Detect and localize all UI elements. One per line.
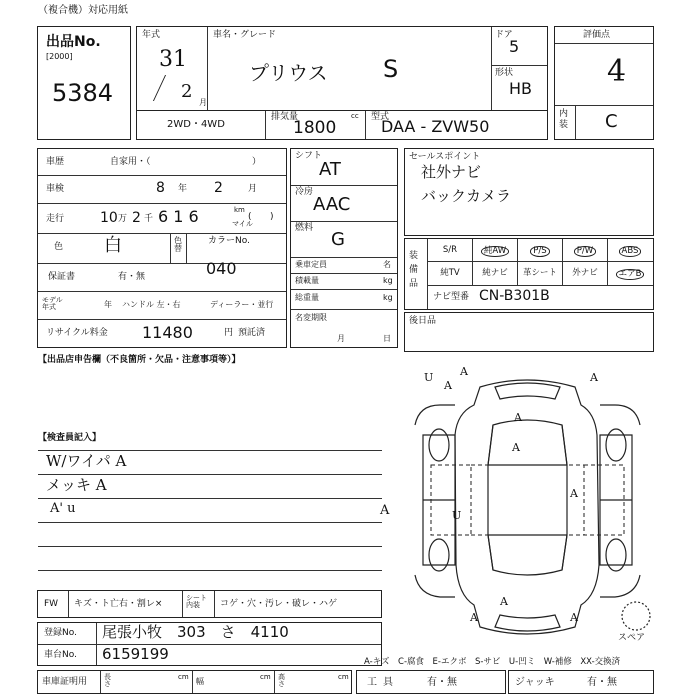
fuel-value: G (331, 229, 345, 250)
equip-tv: 純TV (440, 268, 460, 278)
mileage-sen-unit: 千 (144, 214, 154, 224)
shape-value: HB (509, 79, 533, 98)
model-grade: S (383, 55, 399, 83)
diagram-mark-8: U (452, 509, 462, 522)
inspection-label: 車検 (46, 184, 65, 194)
equip-ext-navi: 外ナビ (572, 268, 598, 278)
navi-value: CN-B301B (479, 288, 550, 304)
mileage-label: 走行 (46, 214, 65, 224)
inspection-year: 8 (156, 180, 165, 196)
handle-label: ハンドル 左・右 (122, 300, 181, 309)
shape-label: 形状 (495, 68, 514, 78)
fw-label: FW (44, 599, 59, 609)
chassis-label: 車台No. (44, 650, 77, 660)
sheet-text: コゲ・穴・汚レ・破レ・ハゲ (220, 599, 338, 609)
fw-row (37, 590, 382, 618)
drive-label: 2WD・4WD (167, 119, 225, 130)
equip-sr: S/R (442, 245, 458, 255)
later-label: 後日品 (409, 316, 437, 326)
interior-label: 内装 (559, 109, 569, 130)
lot-label: 出品No. (46, 34, 101, 50)
equip-aw: 純AW (481, 246, 509, 257)
shift-label: シフト (295, 151, 323, 161)
spec-row (136, 110, 548, 140)
equip-pw: P/W (574, 246, 596, 257)
displacement-value: 1800 (293, 118, 337, 138)
color-label: 色 (54, 242, 64, 252)
tools-box (356, 670, 506, 694)
model-code-value: DAA - ZVW50 (381, 117, 490, 136)
grade-label: 評価点 (583, 30, 611, 40)
name-change-month: 月 (337, 334, 345, 343)
diagram-mark-6: A (570, 487, 578, 500)
tools-label: 工具 (367, 677, 399, 688)
details-table (37, 148, 287, 348)
sheet-label: シート内装 (186, 594, 207, 609)
form-type-label: （複合機）対応用紙 (38, 5, 128, 16)
recycle-label: リサイクル料金 (46, 328, 108, 338)
displacement-label: 排気量 (271, 112, 299, 122)
jack-box (508, 670, 654, 694)
sales-points-label: セールスポイント (409, 152, 481, 162)
name-change-day: 日 (383, 334, 391, 343)
jack-value: 有・無 (587, 677, 617, 688)
year-value: 31 (159, 47, 187, 72)
year-model-box (136, 26, 548, 112)
mileage-paren-close: ) (270, 212, 274, 222)
chassis-value: 6159199 (102, 645, 169, 663)
recycle-value: 11480 (142, 323, 193, 342)
registration-box (37, 622, 382, 666)
year-month: 2 (181, 81, 193, 102)
inspector-note-1: W/ワイパ A (46, 452, 127, 470)
garage-cert-box (37, 670, 352, 694)
doors-value: 5 (509, 37, 520, 56)
diagram-mark-3: A (590, 371, 598, 384)
inspector-note-3: A' u (50, 501, 76, 516)
equip-ps: P/S (530, 246, 549, 257)
inspector-note-2: メッキ A (46, 476, 107, 494)
model-label: 車名・グレード (213, 30, 277, 40)
load-unit: kg (383, 276, 393, 285)
diagram-mark-12: A (444, 379, 452, 392)
name-change-label: 名変期限 (295, 313, 327, 322)
equip-navi: 純ナビ (482, 268, 508, 278)
registration-value: 尾張小牧 303 さ 4110 (102, 623, 289, 641)
color-code-value: 040 (206, 259, 237, 278)
mileage-paren-open: ( (248, 212, 252, 222)
car-damage-diagram (395, 365, 660, 650)
lot-number: 5384 (52, 79, 114, 107)
navi-label: ナビ型番 (433, 292, 470, 302)
ac-value: AAC (313, 194, 351, 215)
ac-label: 冷房 (295, 187, 314, 197)
damage-legend: A-キズ C-腐食 E-エクボ S-サビ U-凹ミ W-補修 XX-交換済 (364, 657, 621, 667)
diagram-mark-9: A (470, 611, 478, 624)
inspection-month-unit: 月 (248, 184, 258, 194)
cert-height-unit: cm (338, 673, 349, 681)
equipment-label: 装備品 (409, 251, 419, 289)
inspection-month: 2 (214, 180, 223, 196)
model-year-unit: 年 (104, 300, 112, 309)
cert-width-label: 幅 (196, 677, 204, 686)
recycle-status: 預託済 (238, 328, 266, 338)
diagram-mark-7: A (380, 503, 390, 518)
gross-unit: kg (383, 293, 393, 302)
fw-text: キズ・ト亡右・割レ× (74, 599, 163, 609)
sales-point-1: 社外ナビ (421, 163, 482, 181)
center-table (290, 148, 398, 348)
inspection-year-unit: 年 (178, 184, 188, 194)
diagram-mark-4: A (514, 411, 522, 424)
year-label: 年式 (142, 30, 161, 40)
diagram-mark-10: A (500, 595, 508, 608)
mileage-man-unit: 万 (118, 214, 128, 224)
shift-value: AT (319, 159, 341, 180)
cert-length-unit: cm (178, 673, 189, 681)
recycle-unit: 円 (224, 328, 234, 338)
capacity-label: 乗車定員 (295, 260, 327, 269)
mileage-sen: 2 (132, 210, 141, 226)
capacity-unit: 名 (383, 260, 391, 269)
gross-label: 総重量 (295, 293, 319, 302)
mileage-man: 10 (100, 210, 118, 226)
model-year-label: モデル年式 (42, 296, 63, 311)
grade-score: 4 (607, 54, 627, 89)
diagram-mark-11: A (570, 611, 578, 624)
equip-airbag: エアB (616, 269, 645, 280)
diagram-mark-5: A (512, 441, 520, 454)
displacement-unit: cc (351, 112, 359, 120)
inspector-label: 【検査員記入】 (38, 433, 102, 443)
mileage-mile: マイル (232, 220, 253, 228)
spare-label: スペア (618, 633, 646, 643)
seller-notes-label: 【出品店申告欄（不良箇所・欠品・注意事項等）】 (38, 355, 241, 365)
history-value: 自家用・（ (110, 157, 151, 167)
tools-value: 有・無 (427, 677, 457, 688)
jack-label: ジャッキ (515, 677, 555, 688)
lot-note: [2000] (46, 52, 73, 61)
lot-box (37, 26, 131, 140)
color-code-label: カラーNo. (208, 236, 250, 246)
fuel-label: 燃料 (295, 223, 314, 233)
sales-point-2: バックカメラ (421, 187, 512, 205)
equip-leather: 革シート (522, 268, 557, 278)
cert-height-label: 高さ (278, 673, 285, 688)
doors-label: ドア (495, 30, 513, 40)
diagram-mark-1: U (424, 371, 434, 384)
mileage-rest: 6 1 6 (158, 207, 199, 226)
load-label: 積載量 (295, 276, 319, 285)
cert-length-label: 長さ (104, 673, 111, 688)
color-value: 白 (104, 235, 122, 256)
equip-abs: ABS (619, 246, 642, 257)
registration-label: 登録No. (44, 628, 77, 638)
color-change-label: 色替 (174, 236, 182, 253)
grade-box (554, 26, 654, 140)
model-name: プリウス (249, 61, 328, 85)
model-code-label: 型式 (371, 112, 390, 122)
garage-cert-label: 車庫証明用 (42, 677, 88, 687)
warranty-label: 保証書 (48, 272, 76, 282)
equipment-box (404, 238, 654, 310)
later-box (404, 312, 654, 352)
warranty-value: 有・無 (118, 272, 146, 282)
history-close: ） (252, 157, 262, 167)
sales-points-box (404, 148, 654, 236)
cert-width-unit: cm (260, 673, 271, 681)
interior-value: C (605, 111, 618, 132)
history-label: 車歴 (46, 157, 65, 167)
mileage-km: km (234, 206, 245, 214)
year-month-unit: 月 (199, 98, 207, 107)
diagram-mark-2: A (460, 365, 468, 378)
dealer-label: ディーラー・並行 (210, 300, 274, 309)
